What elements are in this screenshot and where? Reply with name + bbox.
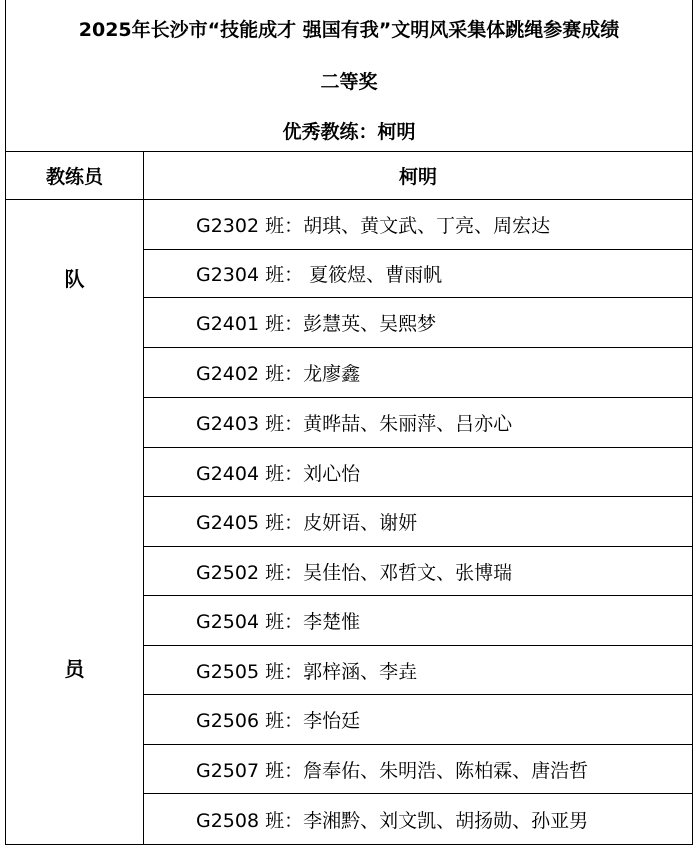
table-row	[144, 695, 692, 745]
team-entry: G2405 班：皮妍语、谢妍	[196, 512, 418, 534]
team-entry: G2401 班：彭慧英、吴熙梦	[196, 313, 437, 335]
coach-name-cell: 柯明	[398, 166, 437, 188]
team-entry: G2505 班：郭梓涵、李垚	[196, 660, 418, 683]
team-entry: G2402 班：龙廖鑫	[196, 363, 361, 385]
table-row	[144, 448, 692, 497]
table-row	[144, 794, 692, 845]
coach-label-cell: 教练员	[6, 152, 144, 199]
table-header-block	[6, 0, 692, 152]
coach-row	[6, 152, 692, 200]
table-row	[144, 646, 692, 695]
team-entry: G2508 班：李湘黔、刘文凯、胡扬勋、孙亚男	[196, 810, 589, 832]
award-level: 二等奖	[320, 71, 378, 93]
member-label-cell	[6, 200, 144, 845]
table-row	[144, 596, 692, 646]
team-entry: G2502 班：吴佳怡、邓哲文、张博瑞	[196, 561, 513, 584]
table-row	[144, 250, 692, 298]
team-entry: G2506 班：李怡廷	[196, 710, 361, 732]
table-row	[144, 497, 692, 547]
team-entry: G2507 班：詹奉佑、朱明浩、陈柏霖、唐浩哲	[196, 759, 589, 782]
team-entry: G2403 班：黄晔喆、朱丽萍、吕亦心	[196, 413, 513, 435]
team-entry: G2302 班：胡琪、黄文武、丁亮、周宏达	[196, 215, 551, 237]
table-row	[144, 398, 692, 448]
excellent-coach-line: 优秀教练：柯明	[282, 121, 416, 143]
member-label-top: 队	[64, 267, 85, 291]
team-entry: G2404 班：刘心怡	[196, 462, 361, 485]
table-row	[144, 348, 692, 398]
table-row	[144, 200, 692, 250]
table-row	[144, 547, 692, 596]
member-label-bottom: 员	[64, 657, 85, 681]
document-title: 2025年长沙市“技能成才 强国有我”文明风采集体跳绳参赛成绩	[78, 19, 620, 41]
team-list	[144, 200, 692, 845]
table-row	[144, 298, 692, 348]
team-entry: G2504 班：李楚惟	[196, 611, 361, 633]
results-table	[5, 0, 693, 845]
team-entry: G2304 班： 夏筱煜、曹雨帆	[196, 264, 443, 286]
table-row	[144, 745, 692, 794]
